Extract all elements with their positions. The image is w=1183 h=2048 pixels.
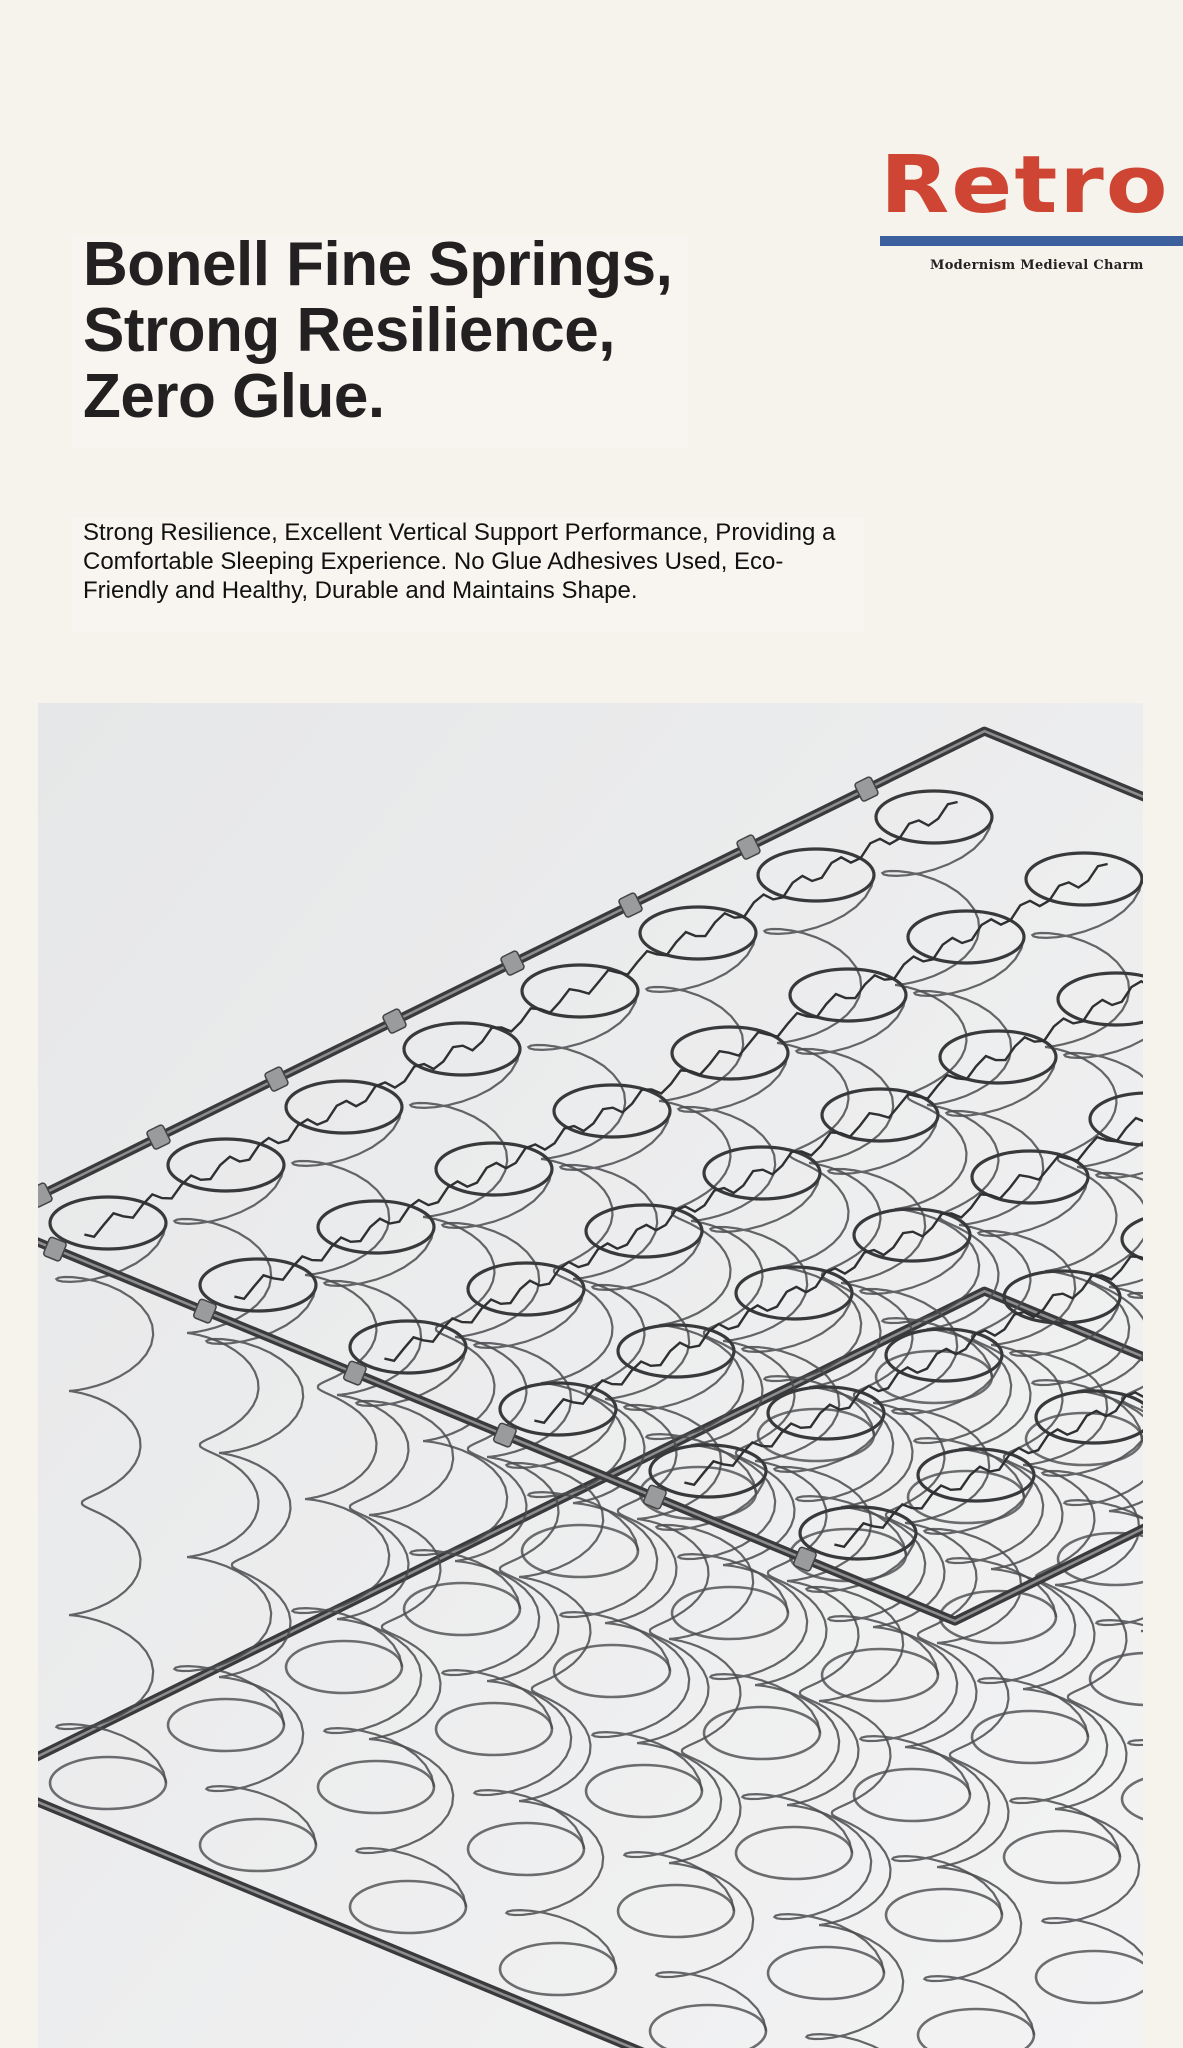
spring-unit-illustration: [38, 703, 1143, 2048]
brand-logo-wordmark: Retro: [880, 138, 1170, 232]
spring-unit-photo: [38, 703, 1143, 2048]
page-title: Bonell Fine Springs, Strong Resilience, Zero Glue.: [83, 230, 673, 431]
brand-logo-rule: [880, 236, 1183, 246]
brand-tagline: Modernism Medieval Charm: [930, 258, 1144, 273]
brand-logo: [876, 138, 1183, 276]
product-description: Strong Resilience, Excellent Vertical Support Performance, Providing a Comfortable Sleeping Experience. No Glue Adhesives Used, Eco-Friendly and Healthy, Durable and Maintains Shape.: [83, 519, 836, 604]
